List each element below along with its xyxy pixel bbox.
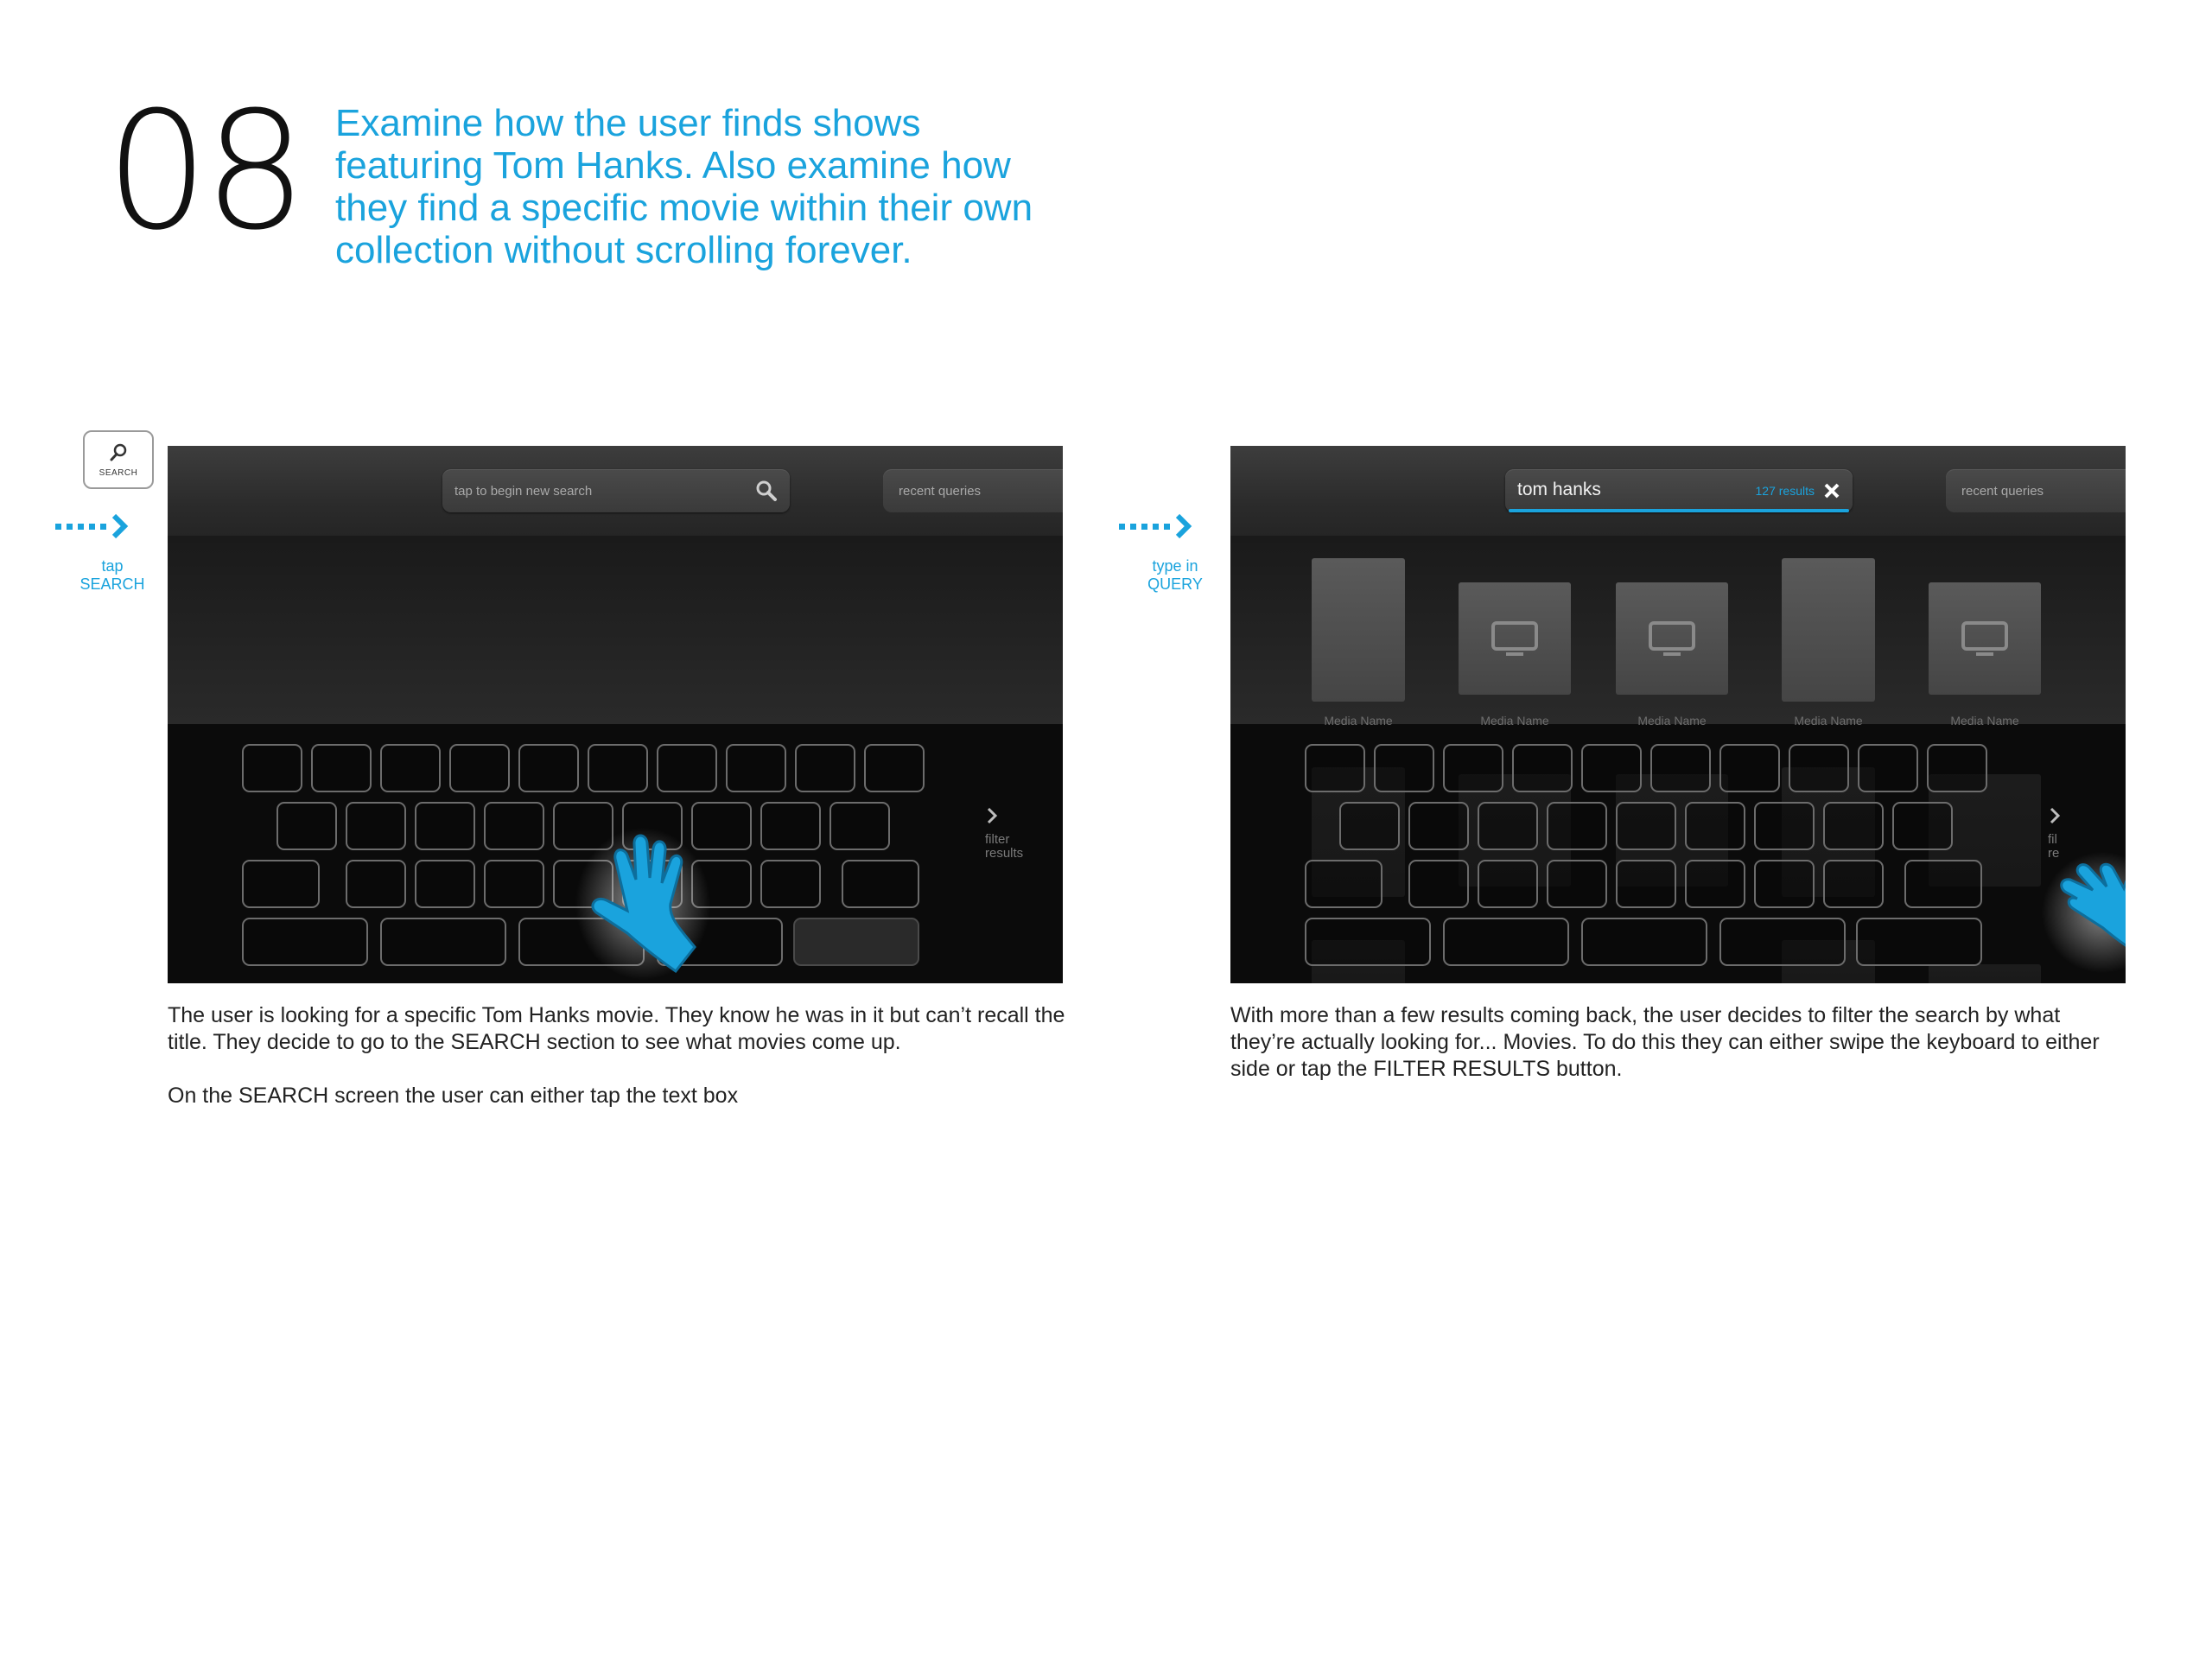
- keyboard-key[interactable]: [1685, 802, 1745, 850]
- keyboard-enter-key[interactable]: [1856, 918, 1982, 966]
- keyboard-shift-key[interactable]: [242, 860, 320, 908]
- search-input[interactable]: [1505, 469, 1853, 512]
- keyboard-key[interactable]: [1754, 802, 1815, 850]
- media-name: Media Name: [1794, 714, 1863, 728]
- chevron-right-icon: [985, 805, 999, 826]
- keyboard-key[interactable]: [1512, 744, 1573, 792]
- result-count: 127 results: [1755, 484, 1815, 498]
- media-poster-tile[interactable]: [1312, 558, 1405, 702]
- keyboard-wide-key[interactable]: [1719, 918, 1846, 966]
- keyboard-key[interactable]: [1408, 860, 1469, 908]
- keyboard-key[interactable]: [415, 802, 475, 850]
- search-screen-empty: [168, 446, 1063, 983]
- keyboard-key[interactable]: [1754, 860, 1815, 908]
- keyboard-key[interactable]: [795, 744, 855, 792]
- keyboard-key[interactable]: [518, 744, 579, 792]
- keyboard-key[interactable]: [346, 802, 406, 850]
- dotted-arrow-icon: [54, 513, 133, 539]
- hand-pointer-icon: [574, 817, 712, 983]
- keyboard-wide-key[interactable]: [380, 918, 506, 966]
- keyboard-key[interactable]: [1478, 802, 1538, 850]
- chevron-right-icon: [2048, 805, 2062, 826]
- filter-results-button[interactable]: fil re: [2048, 833, 2059, 861]
- search-icon: [109, 442, 128, 463]
- step-label-type-query: type in QUERY: [1147, 557, 1203, 593]
- keyboard-backspace-key[interactable]: [1904, 860, 1982, 908]
- magnifier-icon: [755, 480, 778, 502]
- caption-paragraph: On the SEARCH screen the user can either tap the text box: [168, 1084, 739, 1108]
- keyboard-key[interactable]: [1685, 860, 1745, 908]
- keyboard-key[interactable]: [760, 802, 821, 850]
- filter-results-button[interactable]: filter results: [985, 833, 1023, 861]
- keyboard-enter-key[interactable]: [793, 918, 919, 966]
- keyboard-key[interactable]: [760, 860, 821, 908]
- step-arrow-type-query: [1117, 513, 1197, 539]
- hand-pointer-icon: [2029, 826, 2126, 977]
- tv-icon: [1491, 620, 1539, 657]
- keyboard-key[interactable]: [1858, 744, 1918, 792]
- search-focus-underline: [1509, 509, 1849, 512]
- media-tv-tile: [1929, 964, 2041, 983]
- keyboard-key[interactable]: [1443, 744, 1503, 792]
- recent-queries-label: recent queries: [1961, 484, 2044, 499]
- keyboard-shift-key[interactable]: [1305, 860, 1382, 908]
- media-name: Media Name: [1324, 714, 1393, 728]
- keyboard-key[interactable]: [311, 744, 372, 792]
- search-screen-results: [1230, 446, 2126, 983]
- headline: Examine how the user finds shows featuring Tom Hanks. Also examine how they find a specific movie within their own collection without scrolling forever.: [335, 102, 1033, 271]
- keyboard-key[interactable]: [415, 860, 475, 908]
- keyboard-space-key[interactable]: [1581, 918, 1707, 966]
- keyboard-key[interactable]: [484, 860, 544, 908]
- keyboard-key[interactable]: [1927, 744, 1987, 792]
- keyboard-key[interactable]: [726, 744, 786, 792]
- caption-paragraph: The user is looking for a specific Tom Hanks movie. They know he was in it but can’t recall the title. They decide to go to the SEARCH section to see what movies come up.: [168, 1003, 1065, 1054]
- keyboard-key[interactable]: [1305, 744, 1365, 792]
- dotted-arrow-icon: [1117, 513, 1197, 539]
- keyboard-key[interactable]: [1823, 802, 1884, 850]
- step-label-tap-search: tap SEARCH: [79, 557, 145, 593]
- keyboard-key[interactable]: [449, 744, 510, 792]
- keyboard-key[interactable]: [242, 744, 302, 792]
- keyboard-key[interactable]: [380, 744, 441, 792]
- step-number: 08: [105, 77, 302, 266]
- keyboard-key[interactable]: [1374, 744, 1434, 792]
- keyboard-key[interactable]: [484, 802, 544, 850]
- keyboard-key[interactable]: [1581, 744, 1642, 792]
- media-tv-tile[interactable]: [1616, 582, 1728, 695]
- media-poster-tile[interactable]: [1782, 558, 1875, 702]
- tv-icon: [1961, 620, 2009, 657]
- keyboard-key[interactable]: [1408, 802, 1469, 850]
- keyboard-key[interactable]: [1478, 860, 1538, 908]
- results-area: [168, 536, 1063, 724]
- media-tv-tile[interactable]: [1929, 582, 2041, 695]
- recent-queries-button[interactable]: [883, 469, 1063, 512]
- keyboard-key[interactable]: [1547, 860, 1607, 908]
- media-tv-tile[interactable]: [1459, 582, 1571, 695]
- keyboard-wide-key[interactable]: [1305, 918, 1431, 966]
- clear-search-icon[interactable]: [1823, 482, 1840, 499]
- keyboard-key[interactable]: [1892, 802, 1953, 850]
- keyboard-key[interactable]: [1616, 860, 1676, 908]
- keyboard-key[interactable]: [864, 744, 925, 792]
- keyboard-key[interactable]: [1547, 802, 1607, 850]
- step-arrow-tap-search: [54, 513, 133, 539]
- keyboard-key[interactable]: [1789, 744, 1849, 792]
- keyboard-key[interactable]: [1823, 860, 1884, 908]
- keyboard-key[interactable]: [588, 744, 648, 792]
- search-input[interactable]: [442, 469, 790, 512]
- media-name: Media Name: [1950, 714, 2019, 728]
- media-name: Media Name: [1637, 714, 1707, 728]
- keyboard-key[interactable]: [657, 744, 717, 792]
- keyboard-key[interactable]: [1719, 744, 1780, 792]
- tv-icon: [1648, 620, 1696, 657]
- keyboard-key[interactable]: [1616, 802, 1676, 850]
- keyboard-key[interactable]: [1339, 802, 1400, 850]
- search-placeholder: tap to begin new search: [454, 484, 593, 499]
- caption-paragraph: With more than a few results coming back, the user decides to filter the search by what they’re actually looking for... Movies. To do this they can either swipe the keyboard to either side or tap the FILTER RESULTS button.: [1230, 1003, 2100, 1081]
- caption-right: [1230, 1002, 2129, 1109]
- keyboard-wide-key[interactable]: [242, 918, 368, 966]
- keyboard-key[interactable]: [1650, 744, 1711, 792]
- keyboard-key[interactable]: [276, 802, 337, 850]
- search-query-text: tom hanks: [1517, 480, 1601, 499]
- keyboard-wide-key[interactable]: [1443, 918, 1569, 966]
- caption-left: [168, 1002, 1066, 1136]
- keyboard-key[interactable]: [346, 860, 406, 908]
- search-nav-button[interactable]: [83, 430, 154, 489]
- keyboard-backspace-key[interactable]: [842, 860, 919, 908]
- recent-queries-button[interactable]: [1946, 469, 2126, 512]
- media-name: Media Name: [1480, 714, 1549, 728]
- search-button-label: SEARCH: [99, 468, 138, 478]
- keyboard-key[interactable]: [830, 802, 890, 850]
- recent-queries-label: recent queries: [899, 484, 982, 499]
